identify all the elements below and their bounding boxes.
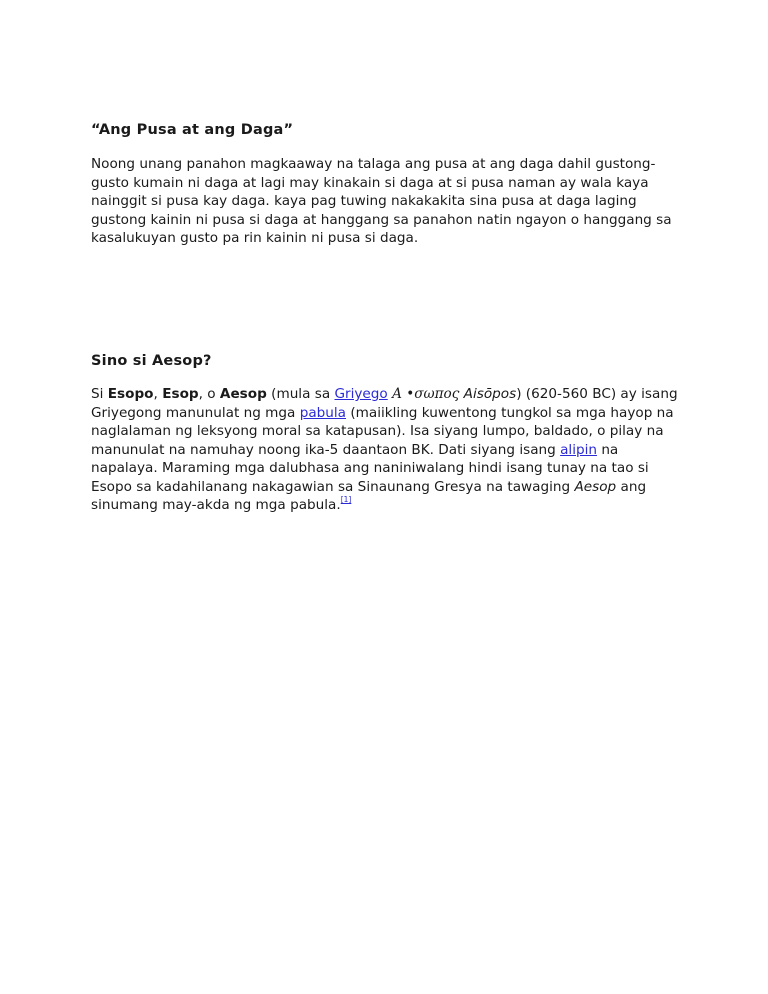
text-run: (mula sa (266, 386, 335, 402)
text-run: Esopo sa kadahilanang nakagawian sa Sinaunang Gresya na tawaging (91, 478, 575, 495)
aesop-line (91, 496, 681, 515)
aesop-line (91, 404, 681, 423)
aesop-title: Sino si Aesop? (91, 353, 212, 369)
name-aesop: Aesop (219, 386, 267, 402)
story-paragraph (91, 155, 681, 248)
griyego-link[interactable]: Griyego (334, 386, 388, 402)
story-line: Noong unang panahon magkaaway na talaga ang pusa at ang daga dahil gustong- (91, 156, 656, 172)
aesop-paragraph (91, 385, 681, 515)
text-run: na (597, 441, 619, 458)
story-line: gustong kainin ni pusa si daga at hanggang sa panahon natin ngayon o hanggang sa (91, 211, 672, 228)
text-run: sinumang may-akda ng mga pabula. (91, 497, 341, 513)
greek-name: Α •σωπος (392, 386, 460, 402)
text-run: (maiikling kuwentong tungkol sa mga hayop na (346, 404, 674, 421)
text-run: , (153, 386, 163, 402)
story-line: kasalukuyan gusto pa rin kainin ni pusa si daga. (91, 230, 419, 246)
aesop-line (91, 478, 681, 497)
text-run: ang (616, 478, 647, 495)
name-esop: Esop (162, 386, 199, 402)
story-line: nainggit si pusa kay daga. kaya pag tuwing nakakakita sina pusa at daga laging (91, 193, 637, 209)
pabula-link[interactable]: pabula (299, 404, 347, 421)
aesop-line (91, 441, 681, 460)
text-run: ) (620-560 BC) ay isang (516, 386, 678, 402)
aesop-line (91, 385, 681, 404)
reference-link[interactable]: [1] (340, 495, 352, 504)
aesop-line: napalaya. Maraming mga dalubhasa ang naniniwalang hindi isang tunay na tao si (91, 460, 649, 476)
text-run: Griyegong manunulat ng mga (91, 404, 300, 421)
name-esopo: Esopo (107, 386, 154, 402)
text-run: , o (198, 386, 220, 402)
transliteration: Aisōpos (463, 386, 517, 402)
text-run: manunulat na namuhay noong ika-5 daantaon BK. Dati siyang isang (91, 441, 561, 458)
story-title: “Ang Pusa at ang Daga” (91, 122, 294, 138)
aesop-italic: Aesop (574, 478, 617, 495)
alipin-link[interactable]: alipin (560, 441, 597, 458)
story-line: gusto kumain ni daga at lagi may kinakain si daga at si pusa naman ay wala kaya (91, 174, 649, 191)
text-run: Si (91, 386, 108, 402)
aesop-line: naglalaman ng leksyong moral sa katapusan). Isa siyang lumpo, baldado, o pilay na (91, 423, 664, 439)
